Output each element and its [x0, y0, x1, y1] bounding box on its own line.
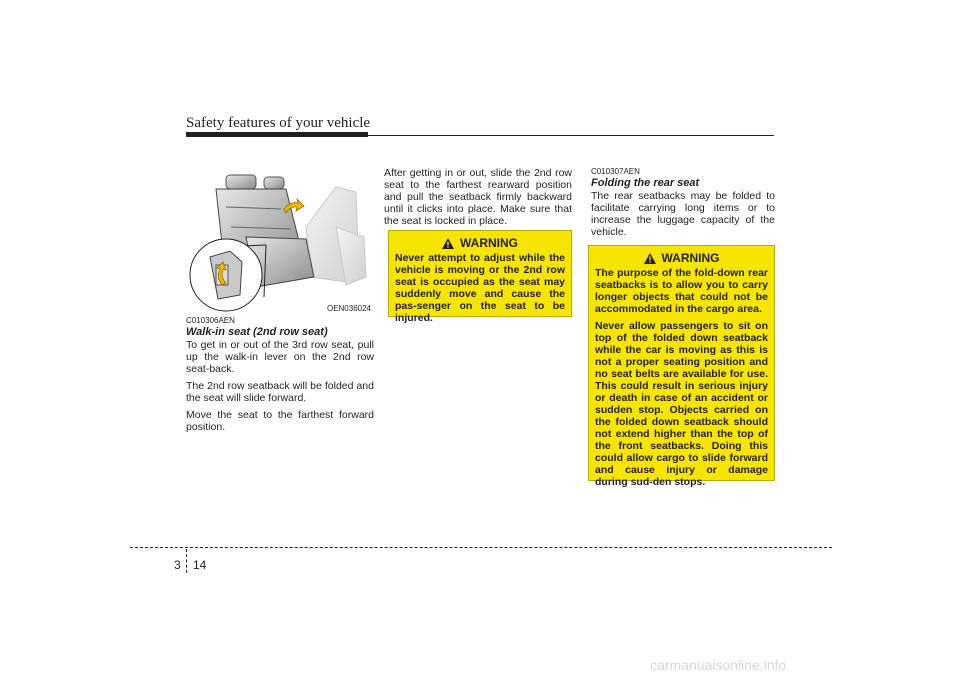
- warning-title: WARNING: [460, 236, 518, 250]
- section-code: C010307AEN: [591, 167, 640, 176]
- paragraph: After getting in or out, slide the 2nd row seat to the farthest rearward position and pull the seatback firmly backward until it clicks into place. Make sure that the seat is locked in place.: [384, 167, 572, 227]
- watermark: carmanualsonline.info: [650, 657, 787, 673]
- header-rule-thin: [186, 135, 774, 136]
- footer-rule: [130, 547, 832, 548]
- paragraph: The rear seatbacks may be folded to facilitate carrying long items or to increase the luggage capacity of the vehicle.: [591, 190, 775, 238]
- figure-code: OEN036024: [326, 304, 371, 313]
- seat-illustration: [186, 167, 373, 316]
- paragraph: Move the seat to the farthest forward position.: [186, 409, 374, 433]
- warning-text: The purpose of the fold-down rear seatbacks is to allow you to carry longer objects that could not be accommodated in the cargo area.: [595, 267, 768, 315]
- paragraph: The 2nd row seatback will be folded and the seat will slide forward.: [186, 380, 374, 404]
- warning-text: Never allow passengers to sit on top of the folded down seatback while the car is moving as this is not a proper seating position and no seat belts are available for use. This could result in serious injury or death in case of an accident or sudden stop. Objects carried on the folded down seatback should not extend higher than the top of the front seatbacks. Doing this could allow cargo to slide forward and cause injury or damage during sud-den stops.: [595, 320, 768, 488]
- warning-triangle-icon: [442, 238, 454, 249]
- column-folding-rear-seat: [591, 167, 775, 243]
- section-heading: Walk-in seat (2nd row seat): [186, 326, 328, 338]
- warning-title: WARNING: [661, 251, 720, 265]
- paragraph: To get in or out of the 3rd row seat, pull up the walk-in lever on the 2nd row seat-back.: [186, 339, 374, 375]
- warning-triangle-icon: [644, 253, 656, 264]
- section-heading: Folding the rear seat: [591, 177, 700, 189]
- warning-box-fold-down: [588, 245, 775, 488]
- page-header-title: Safety features of your vehicle: [186, 115, 371, 131]
- page-number: 14: [193, 558, 207, 572]
- chapter-number: 3: [174, 558, 181, 572]
- section-code: C010306AEN: [186, 316, 235, 325]
- column-walk-in-seat: [186, 316, 374, 438]
- warning-text: Never attempt to adjust while the vehicle is moving or the 2nd row seat is occupied as the seat may suddenly move and cause the pas-senger on the seat to be injured.: [395, 252, 565, 324]
- warning-box-adjust: [388, 230, 572, 324]
- footer-divider: [186, 549, 187, 573]
- column-after-getting-in: [384, 167, 572, 232]
